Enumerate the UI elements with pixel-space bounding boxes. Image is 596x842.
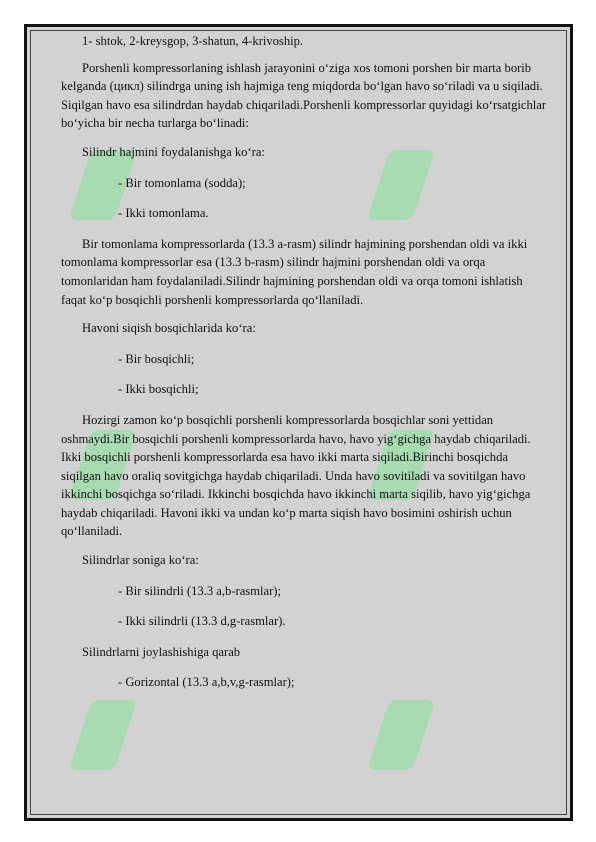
paragraph: Porshenli kompressorlaning ishlash jarayonini o‘ziga xos tomoni porshen bir marta borib kelganda (цикл) silindrga uning ish hajmiga teng miqdorda bo‘lgan havo so‘riladi va u siqiladi. Siqilgan havo esa silindrdan haydab chiqariladi.Porshenli kompressorlar quyidagi ko‘rsatgichlar bo‘yicha bir necha turlarga bo‘linadi:	[61, 60, 547, 131]
list-item: - Ikki bosqichli;	[118, 382, 199, 397]
list-item: - Bir silindrli (13.3 a,b-rasmlar);	[118, 583, 281, 598]
document-body	[61, 32, 547, 692]
list-item: - Ikki silindrli (13.3 d,g-rasmlar).	[118, 614, 286, 629]
list-item: - Bir tomonlama (sodda);	[118, 175, 246, 190]
paragraph: 1- shtok, 2-kreysgop, 3-shatun, 4-krivoship.	[82, 34, 304, 48]
list-item: - Ikki tomonlama.	[118, 206, 209, 221]
list-item: - Bir bosqichli;	[118, 351, 195, 366]
paragraph: Hozirgi zamon ko‘p bosqichli porshenli kompressorlarda bosqichlar soni yettidan oshmaydi.Bir bosqichli porshenli kompressorlarda havo, havo yig‘gichga haydab chiqariladi. Ikki bosqichli porshenli kompressorlarda esa havo ikki marta siqiladi.Birinchi bosqichda siqilgan havo oraliq sovitgichga haydab chiqariladi. Unda havo sovitiladi va sovitilgan havo ikkinchi bosqichga so‘riladi. Ikkinchi bosqichda havo ikkinchi marta siqilib, havo yig‘gichga haydab chiqariladi. Havoni ikki va undan ko‘p marta siqish havo bosimini oshirish uchun qo‘llaniladi.	[61, 412, 531, 539]
paragraph: Havoni siqish bosqichlarida ko‘ra:	[82, 321, 256, 336]
list-item: - Gorizontal (13.3 a,b,v,g-rasmlar);	[118, 675, 295, 690]
paragraph: Silindr hajmini foydalanishga ko‘ra:	[82, 144, 265, 159]
paragraph: Bir tomonlama kompressorlarda (13.3 a-rasm) silindr hajmining porshendan oldi va ikki tomonlama kompressorlar esa (13.3 b-rasm) silindr hajmini porshendan oldi va orqa tomonlaridan ham foydalaniladi.Silindr hajmining porshendan oldi va orqa tomoni ishlatish faqat ko‘p bosqichli porshenli kompressorlarda qo‘llaniladi.	[61, 236, 528, 307]
paragraph: Silindrlarni joylashishiga qarab	[82, 644, 241, 659]
paragraph: Silindrlar soniga ko‘ra:	[82, 553, 199, 568]
